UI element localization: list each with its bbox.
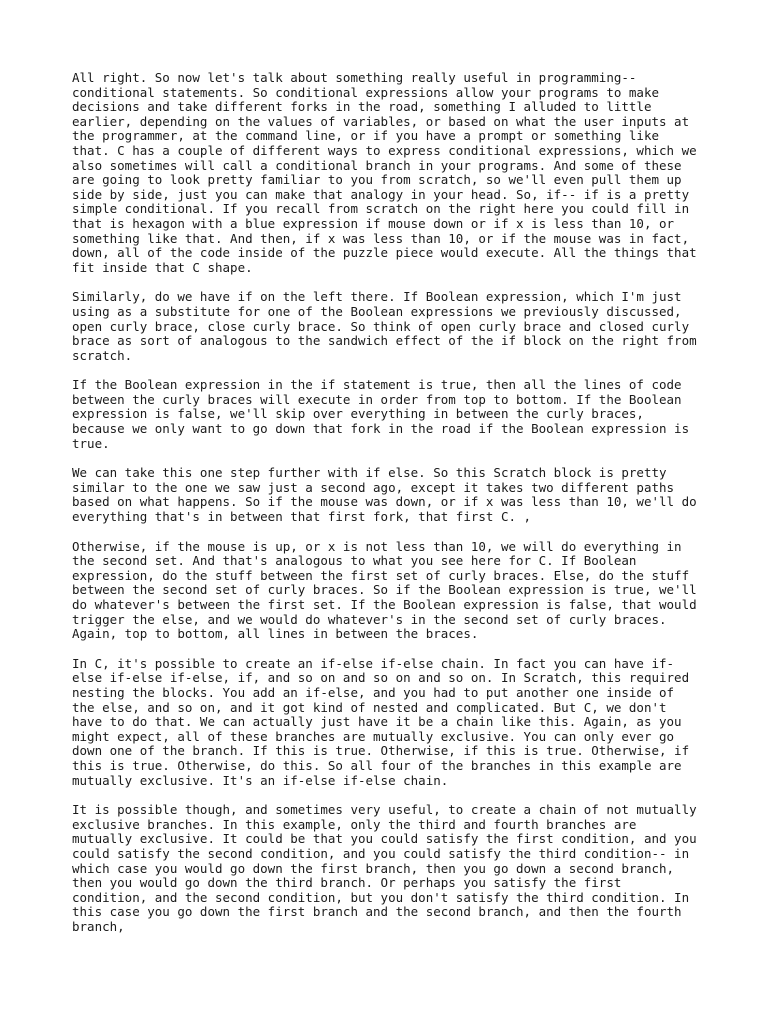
document-page — [72, 71, 702, 949]
text-line: In C, it's possible to create an if-else if-else chain. In fact you can have if- — [72, 655, 675, 671]
paragraph-4 — [72, 466, 702, 524]
text-line: expression is false, we'll skip over everything in between the curly braces, — [72, 406, 644, 422]
paragraph-6 — [72, 657, 702, 788]
text-line: simple conditional. If you recall from scratch on the right here you could fill in — [72, 201, 690, 217]
text-line: something like that. And then, if x was less than 10, or if the mouse was in fact, — [72, 230, 690, 246]
paragraph-3 — [72, 378, 702, 451]
paragraph-7 — [72, 803, 702, 934]
text-line: have to do that. We can actually just have it be a chain like this. Again, as you — [72, 714, 682, 730]
text-line: expression, do the stuff between the first set of curly braces. Else, do the stuff — [72, 567, 690, 583]
text-line: similar to the one we saw just a second ago, except it takes two different paths — [72, 479, 675, 495]
text-line: brace as sort of analogous to the sandwich effect of the if block on the right from — [72, 333, 697, 349]
text-line: everything that's in between that first fork, that first C. , — [72, 509, 532, 525]
text-line: because we only want to go down that fork in the road if the Boolean expression is — [72, 421, 690, 437]
text-line: If the Boolean expression in the if statement is true, then all the lines of code — [72, 377, 682, 393]
text-line: also sometimes will call a conditional branch in your programs. And some of these — [72, 157, 682, 173]
text-line: Otherwise, if the mouse is up, or x is not less than 10, we will do everything in — [72, 538, 682, 554]
text-line: the else, and so on, and it got kind of nested and complicated. But C, we don't — [72, 699, 667, 715]
text-line: between the curly braces will execute in order from top to bottom. If the Boolean — [72, 391, 682, 407]
text-line: branch, — [72, 918, 125, 934]
text-line: are going to look pretty familiar to you from scratch, so we'll even pull them up — [72, 172, 682, 188]
text-line: the programmer, at the command line, or if you have a prompt or something like — [72, 128, 659, 144]
text-line: true. — [72, 435, 110, 451]
text-line: All right. So now let's talk about something really useful in programming-- — [72, 70, 637, 85]
text-line: condition, and the second condition, but you don't satisfy the third condition. In — [72, 889, 690, 905]
text-line: this case you go down the first branch and the second branch, and then the fourth — [72, 904, 682, 920]
text-line: exclusive branches. In this example, only the third and fourth branches are — [72, 816, 637, 832]
text-line: that. C has a couple of different ways to express conditional expressions, which we — [72, 142, 697, 158]
text-line: using as a substitute for one of the Boolean expressions we previously discussed, — [72, 303, 682, 319]
text-line: do whatever's between the first set. If the Boolean expression is false, that would — [72, 597, 697, 612]
text-line: else if-else if-else, if, and so on and so on and so on. In Scratch, this required — [72, 670, 690, 686]
text-line: this is true. Otherwise, do this. So all four of the branches in this example are — [72, 757, 682, 773]
text-line: between the second set of curly braces. So if the Boolean expression is true, we'll — [72, 582, 697, 598]
text-line: then you would go down the third branch. Or perhaps you satisfy the first — [72, 875, 622, 891]
paragraph-1 — [72, 71, 702, 275]
text-line: nesting the blocks. You add an if-else, and you had to put another one inside of — [72, 684, 675, 700]
text-line: conditional statements. So conditional expressions allow your programs to make — [72, 84, 659, 100]
text-line: down, all of the code inside of the puzzle piece would execute. All the things that — [72, 245, 697, 261]
text-line: trigger the else, and we would do whatever's in the second set of curly braces. — [72, 611, 667, 627]
text-line: mutually exclusive. It could be that you could satisfy the first condition, and you — [72, 831, 697, 847]
text-line: scratch. — [72, 347, 133, 363]
text-line: fit inside that C shape. — [72, 259, 253, 275]
text-line: We can take this one step further with if else. So this Scratch block is pretty — [72, 465, 667, 481]
text-line: could satisfy the second condition, and you could satisfy the third condition-- in — [72, 845, 690, 861]
text-line: based on what happens. So if the mouse was down, or if x was less than 10, we'll do — [72, 494, 697, 510]
text-line: the second set. And that's analogous to what you see here for C. If Boolean — [72, 553, 637, 569]
text-line: that is hexagon with a blue expression if mouse down or if x is less than 10, or — [72, 215, 675, 231]
text-line: Similarly, do we have if on the left there. If Boolean expression, which I'm just — [72, 289, 682, 305]
text-line: down one of the branch. If this is true. Otherwise, if this is true. Otherwise, if — [72, 743, 690, 759]
paragraph-5 — [72, 540, 702, 642]
text-line: which case you would go down the first branch, then you go down a second branch, — [72, 860, 675, 876]
text-line: Again, top to bottom, all lines in between the braces. — [72, 626, 479, 642]
text-line: mutually exclusive. It's an if-else if-else chain. — [72, 772, 449, 788]
text-line: open curly brace, close curly brace. So think of open curly brace and closed curly — [72, 318, 690, 334]
text-line: It is possible though, and sometimes very useful, to create a chain of not mutually — [72, 802, 697, 818]
text-line: might expect, all of these branches are mutually exclusive. You can only ever go — [72, 728, 675, 744]
text-line: side by side, just you can make that analogy in your head. So, if-- if is a pretty — [72, 186, 690, 202]
text-line: earlier, depending on the values of variables, or based on what the user inputs at — [72, 113, 690, 129]
text-line: decisions and take different forks in the road, something I alluded to little — [72, 99, 652, 115]
paragraph-2 — [72, 290, 702, 363]
